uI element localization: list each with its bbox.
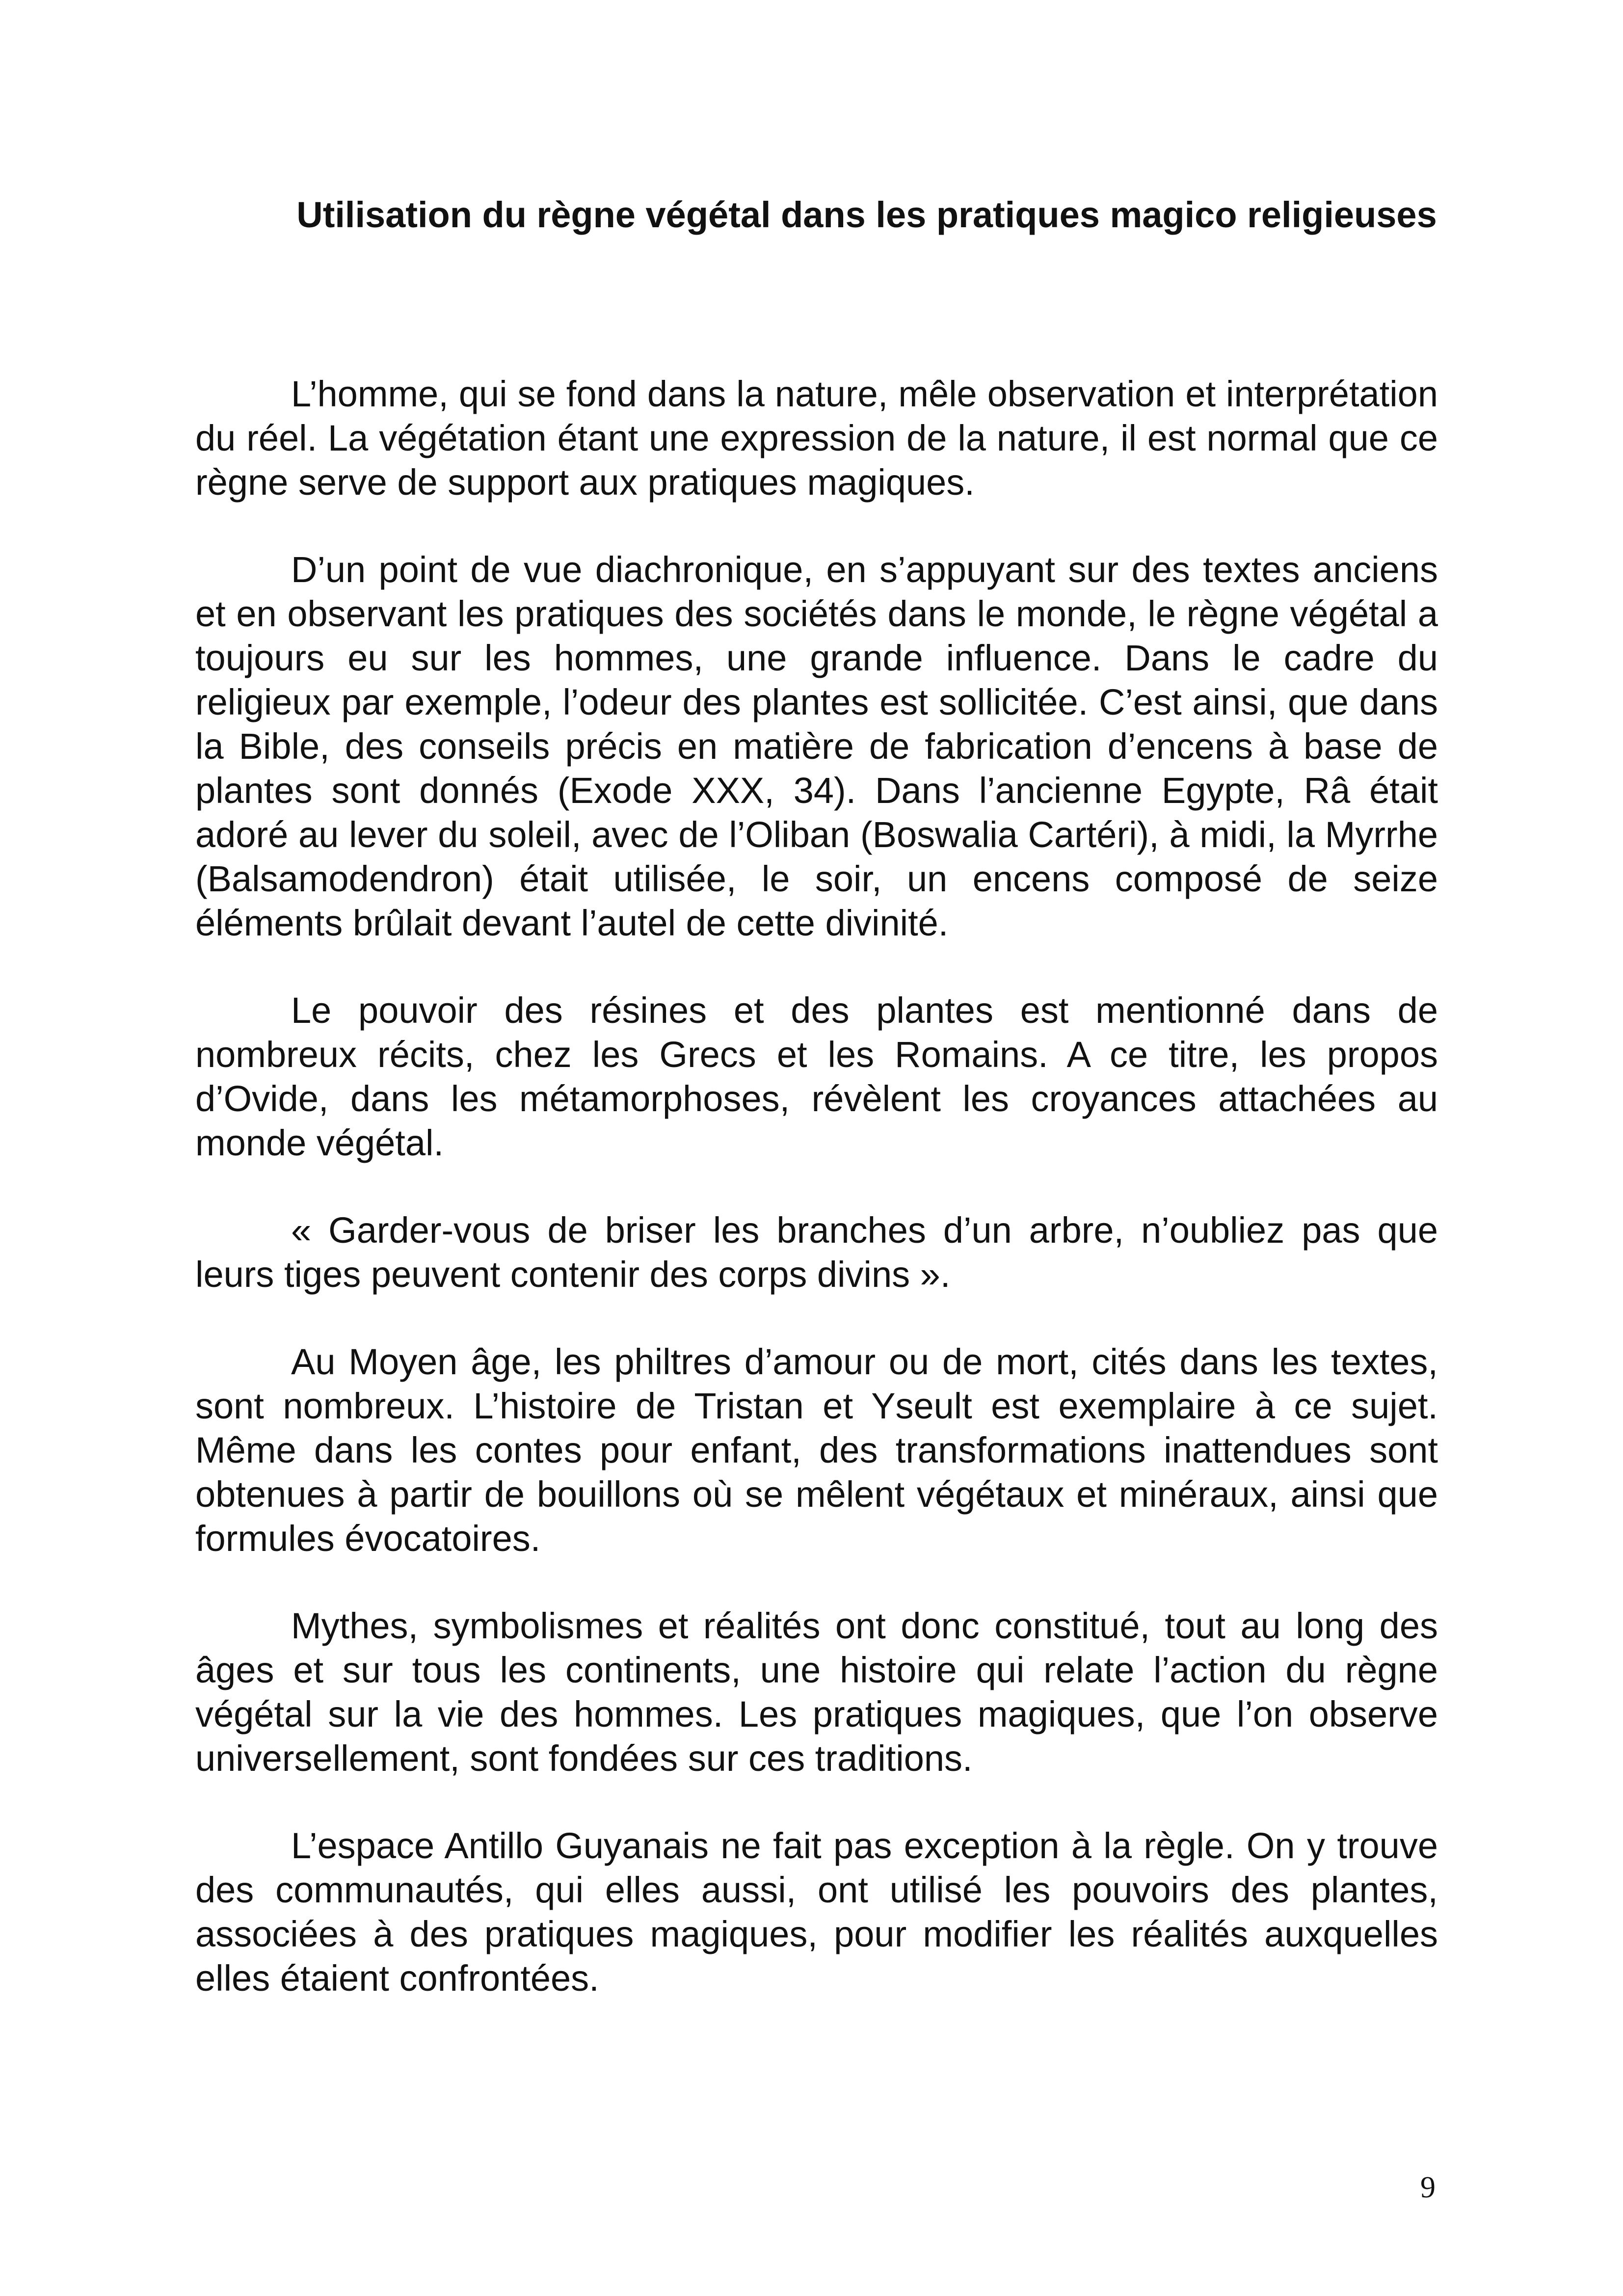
paragraph-antillo-guyanais: L’espace Antillo Guyanais ne fait pas exception à la règle. On y trouve des communautés, qui elles aussi, ont utilisé les pouvoirs des plantes, associées à des pratiques magiques, pour modifier les réalités auxquelles elles étaient confrontées. xyxy=(195,1825,1438,1999)
paragraph-intro: L’homme, qui se fond dans la nature, mêle observation et interprétation du réel. La végétation étant une expression de la nature, il est normal que ce règne serve de support aux pratiques magiques. xyxy=(195,374,1438,503)
page-number: 9 xyxy=(1420,2171,1436,2204)
paragraph-diachronic: D’un point de vue diachronique, en s’appuyant sur des textes anciens et en observant les pratiques des sociétés dans le monde, le règne végétal a toujours eu sur les hommes, une grande influence. Dans le cadre du religieux par exemple, l’odeur des plantes est sollicitée. C’est ainsi, que dans la Bible, des conseils précis en matière de fabrication d’encens à base de plantes sont donnés (Exode XXX, 34). Dans l’ancienne Egypte, Râ était adoré au lever du soleil, avec de l’Oliban (Boswalia Cartéri), à midi, la Myrrhe (Balsamodendron) était utilisée, le soir, un encens composé de seize éléments brûlait devant l’autel de cette divinité. xyxy=(195,549,1438,943)
paragraph-ovid-quote: « Garder-vous de briser les branches d’un arbre, n’oubliez pas que leurs tiges peuvent contenir des corps divins ». xyxy=(195,1210,1438,1295)
paragraph-myths: Mythes, symbolismes et réalités ont donc constitué, tout au long des âges et sur tous les continents, une histoire qui relate l’action du règne végétal sur la vie des hommes. Les pratiques magiques, que l’on observe universellement, sont fondées sur ces traditions. xyxy=(195,1605,1438,1779)
page-title: Utilisation du règne végétal dans les pratiques magico religieuses xyxy=(296,194,1437,235)
body-text xyxy=(195,372,1438,2044)
paragraph-middle-ages: Au Moyen âge, les philtres d’amour ou de mort, cités dans les textes, sont nombreux. L’histoire de Tristan et Yseult est exemplaire à ce sujet. Même dans les contes pour enfant, des transformations inattendues sont obtenues à partir de bouillons où se mêlent végétaux et minéraux, ainsi que formules évocatoires. xyxy=(195,1341,1438,1559)
paragraph-greeks-romans: Le pouvoir des résines et des plantes est mentionné dans de nombreux récits, chez les Grecs et les Romains. A ce titre, les propos d’Ovide, dans les métamorphoses, révèlent les croyances attachées au monde végétal. xyxy=(195,990,1438,1163)
